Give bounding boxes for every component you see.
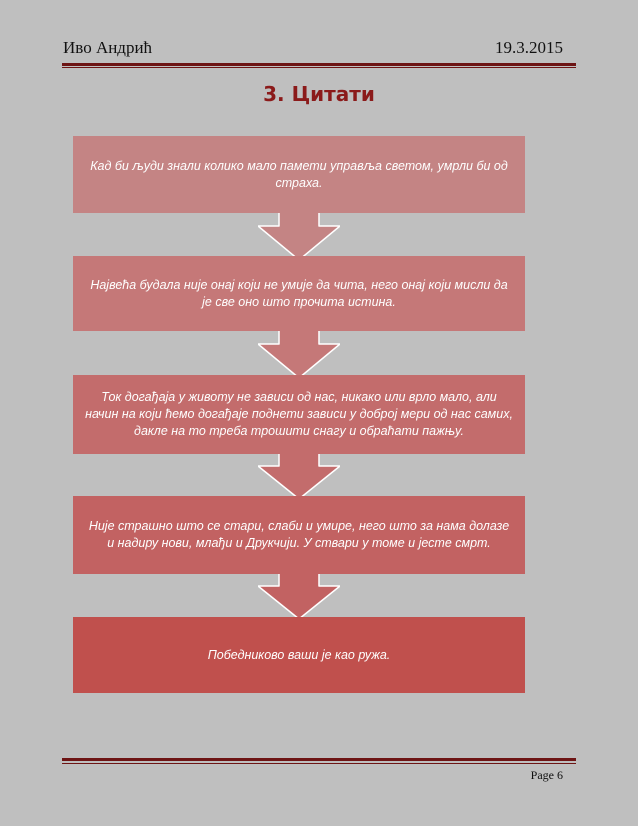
quote-text-4: Није страшно што се стари, слаби и умире, него што за нама долазе и надиру нови, млађи и Друкчији. У ствари у томе и јесте смрт.	[88, 519, 510, 550]
quote-box-4	[73, 496, 525, 574]
quote-box-3	[73, 375, 525, 454]
quote-text-1: Кад би људи знали колико мало памети управља светом, умрли би од страха.	[90, 158, 508, 190]
header-date: 19.3.2015	[495, 38, 563, 57]
section-title: 3. Цитати	[263, 82, 375, 106]
quote-text-3: Ток догађаја у животу не зависи од нас, никако или врло мало, али начин на који ћемо догађаје поднети зависи у доброј мери од нас самих, дакле на то треба трошити снагу и обраћати пажњу.	[85, 390, 513, 438]
flow-arrow-1	[258, 212, 340, 260]
header-author: Иво Андрић	[63, 38, 153, 57]
flow-arrow-2	[258, 330, 340, 378]
flow-arrow-3	[258, 453, 340, 499]
quote-box-5	[73, 617, 525, 693]
quote-text-5: Победниково ваши је као ружа.	[207, 647, 391, 662]
quote-box-1	[73, 136, 525, 213]
quote-box-2	[73, 256, 525, 331]
flow-arrow-4	[258, 573, 340, 619]
footer-rule	[62, 758, 576, 761]
footer-rule-thin	[62, 763, 576, 764]
page-number: Page 6	[530, 768, 563, 782]
quote-text-2: Највећа будала није онај који не умије да чита, него онај који мисли да је све оно што прочита истина.	[90, 277, 508, 309]
